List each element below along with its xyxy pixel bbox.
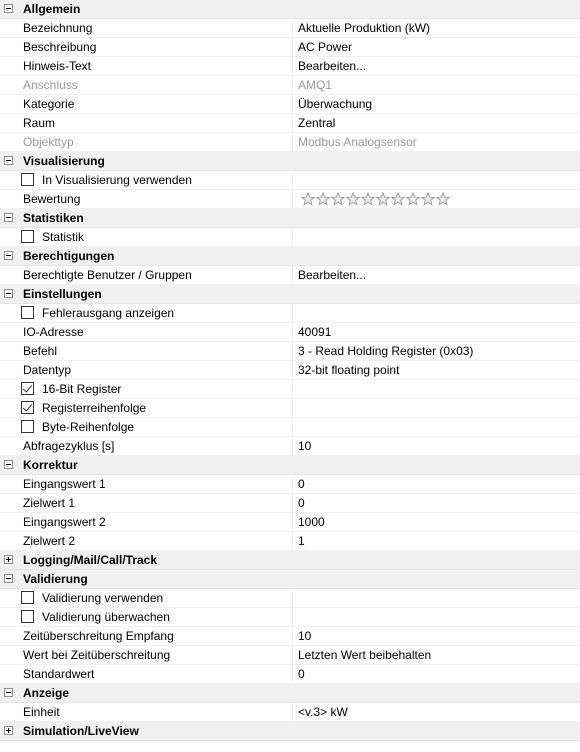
fehlerausgang-anzeigen-checkbox[interactable] <box>21 306 34 319</box>
property-value-cell[interactable] <box>293 627 580 645</box>
property-value-cell[interactable] <box>293 608 580 626</box>
category-logging-mail-call-track[interactable] <box>0 551 580 570</box>
collapse-einstellungen-icon[interactable] <box>4 289 13 298</box>
property-name-cell <box>17 494 293 512</box>
collapse-visualisierung-icon[interactable] <box>4 156 13 165</box>
property-value-cell[interactable] <box>293 494 580 512</box>
property-value-cell[interactable] <box>293 418 580 436</box>
expand-logging-mail-call-track-icon[interactable] <box>4 555 13 564</box>
property-value-cell[interactable] <box>293 342 580 360</box>
property-name-cell <box>17 342 293 360</box>
property-name: Beschreibung <box>23 40 97 54</box>
property-name-cell <box>17 190 293 208</box>
property-value-cell[interactable] <box>293 513 580 531</box>
collapse-validierung-icon[interactable] <box>4 574 13 583</box>
property-value-cell <box>293 76 580 94</box>
property-row-datentyp[interactable] <box>0 361 580 380</box>
property-row-berechtigte-benutzer-gruppen[interactable] <box>0 266 580 285</box>
property-value-cell[interactable] <box>293 38 580 56</box>
property-value-cell[interactable] <box>293 437 580 455</box>
property-value-cell[interactable] <box>293 399 580 417</box>
property-value-cell[interactable] <box>293 190 580 208</box>
star-icon[interactable] <box>376 192 391 206</box>
property-name-cell <box>17 608 293 626</box>
property-row-statistik[interactable] <box>0 228 580 247</box>
statistik-checkbox[interactable] <box>21 230 34 243</box>
property-value: 32-bit floating point <box>298 363 400 377</box>
property-row-in-visualisierung-verwenden[interactable] <box>0 171 580 190</box>
property-value-cell[interactable] <box>293 589 580 607</box>
category-anzeige[interactable] <box>0 684 580 703</box>
property-row-abfragezyklus-s[interactable] <box>0 437 580 456</box>
property-name: Berechtigte Benutzer / Gruppen <box>23 268 192 282</box>
property-name: Bewertung <box>23 192 81 206</box>
property-value-cell[interactable] <box>293 475 580 493</box>
property-name-cell <box>17 513 293 531</box>
category-label: Berechtigungen <box>23 249 115 263</box>
property-value: AMQ1 <box>298 78 333 92</box>
property-value: Überwachung <box>298 97 373 111</box>
property-name: Validierung überwachen <box>42 610 170 624</box>
property-name-cell <box>17 475 293 493</box>
property-row-eingangswert-1[interactable] <box>0 475 580 494</box>
category-label: Anzeige <box>23 686 70 700</box>
property-value: Zentral <box>298 116 336 130</box>
property-name-cell <box>17 627 293 645</box>
property-name: 16-Bit Register <box>42 382 122 396</box>
property-row-validierung-ueberwachen[interactable] <box>0 608 580 627</box>
category-label: Statistiken <box>23 211 84 225</box>
property-value-cell[interactable] <box>293 95 580 113</box>
16-bit-register-checkbox-checked[interactable] <box>21 382 34 395</box>
in-visualisierung-verwenden-checkbox[interactable] <box>21 173 34 186</box>
property-value: AC Power <box>298 40 353 54</box>
property-row-zielwert-1[interactable] <box>0 494 580 513</box>
property-name-cell <box>17 171 293 189</box>
property-value-cell[interactable] <box>293 380 580 398</box>
property-name-cell <box>17 380 293 398</box>
property-name: Raum <box>23 116 56 130</box>
property-row-standardwert[interactable] <box>0 665 580 684</box>
property-name: Validierung verwenden <box>42 591 164 605</box>
property-row-bewertung[interactable] <box>0 190 580 209</box>
property-value-cell[interactable] <box>293 171 580 189</box>
collapse-korrektur-icon[interactable] <box>4 460 13 469</box>
property-value-cell[interactable] <box>293 19 580 37</box>
category-allgemein[interactable] <box>0 0 580 19</box>
property-row-fehlerausgang-anzeigen[interactable] <box>0 304 580 323</box>
category-visualisierung[interactable] <box>0 152 580 171</box>
property-name-cell <box>17 361 293 379</box>
checkmark-icon <box>23 382 33 392</box>
star-icon[interactable] <box>421 192 436 206</box>
star-icon[interactable] <box>346 192 361 206</box>
property-name-cell <box>17 57 293 75</box>
property-name-cell <box>17 114 293 132</box>
property-name-cell <box>17 703 293 721</box>
property-value: Aktuelle Produktion (kW) <box>298 21 431 35</box>
property-value-cell[interactable] <box>293 703 580 721</box>
property-value: 3 - Read Holding Register (0x03) <box>298 344 474 358</box>
category-label: Logging/Mail/Call/Track <box>23 553 158 567</box>
property-row-bezeichnung[interactable] <box>0 19 580 38</box>
property-name-cell <box>17 418 293 436</box>
property-row-raum[interactable] <box>0 114 580 133</box>
property-name: Zeitüberschreitung Empfang <box>23 629 174 643</box>
property-value-cell[interactable] <box>293 228 580 246</box>
property-name-cell <box>17 437 293 455</box>
property-value-cell[interactable] <box>293 323 580 341</box>
category-statistiken[interactable] <box>0 209 580 228</box>
property-value-cell[interactable] <box>293 532 580 550</box>
property-value-cell[interactable] <box>293 266 580 284</box>
category-korrektur[interactable] <box>0 456 580 475</box>
property-value-cell[interactable] <box>293 114 580 132</box>
property-value-cell[interactable] <box>293 304 580 322</box>
star-icon[interactable] <box>436 192 451 206</box>
property-value: 0 <box>298 496 305 510</box>
category-label: Visualisierung <box>23 154 105 168</box>
category-label: Einstellungen <box>23 287 102 301</box>
property-name: Statistik <box>42 230 85 244</box>
property-name: In Visualisierung verwenden <box>42 173 192 187</box>
property-value-cell[interactable] <box>293 665 580 683</box>
property-name-cell <box>17 304 293 322</box>
property-name: Registerreihenfolge <box>42 401 147 415</box>
property-row-io-adresse[interactable] <box>0 323 580 342</box>
collapse-statistiken-icon[interactable] <box>4 213 13 222</box>
property-name: Bezeichnung <box>23 21 93 35</box>
property-name: Datentyp <box>23 363 72 377</box>
property-name: Zielwert 1 <box>23 496 76 510</box>
property-name: Zielwert 2 <box>23 534 76 548</box>
property-name-cell <box>17 228 293 246</box>
category-validierung[interactable] <box>0 570 580 589</box>
property-value: 1 <box>298 534 305 548</box>
star-icon[interactable] <box>316 192 331 206</box>
property-value: Letzten Wert beibehalten <box>298 648 432 662</box>
property-value-cell[interactable] <box>293 361 580 379</box>
property-row-beschreibung[interactable] <box>0 38 580 57</box>
property-name-cell <box>17 589 293 607</box>
property-name: Anschluss <box>23 78 78 92</box>
property-row-zeitueberschreitung-empfang[interactable] <box>0 627 580 646</box>
property-name-cell <box>17 38 293 56</box>
property-row-anschluss[interactable] <box>0 76 580 95</box>
property-name-cell <box>17 76 293 94</box>
property-name: IO-Adresse <box>23 325 84 339</box>
property-name: Wert bei Zeitüberschreitung <box>23 648 171 662</box>
property-name-cell <box>17 266 293 284</box>
property-row-einheit[interactable] <box>0 703 580 722</box>
category-berechtigungen[interactable] <box>0 247 580 266</box>
property-value: 0 <box>298 667 305 681</box>
star-icon[interactable] <box>391 192 406 206</box>
property-name-cell <box>17 323 293 341</box>
property-row-wert-bei-zeitueberschreitung[interactable] <box>0 646 580 665</box>
registerreihenfolge-checkbox-checked[interactable] <box>21 401 34 414</box>
byte-reihenfolge-checkbox[interactable] <box>21 420 34 433</box>
collapse-allgemein-icon[interactable] <box>4 4 13 13</box>
property-value: 10 <box>298 439 312 453</box>
property-name: Standardwert <box>23 667 95 681</box>
property-name: Kategorie <box>23 97 75 111</box>
property-row-eingangswert-2[interactable] <box>0 513 580 532</box>
property-value: 1000 <box>298 515 325 529</box>
star-icon[interactable] <box>406 192 421 206</box>
rating-stars[interactable] <box>301 192 451 206</box>
property-row-objekttyp[interactable] <box>0 133 580 152</box>
category-einstellungen[interactable] <box>0 285 580 304</box>
category-label: Allgemein <box>23 2 81 16</box>
property-value: <v.3> kW <box>298 705 348 719</box>
property-value-cell[interactable] <box>293 57 580 75</box>
property-value-cell <box>293 133 580 151</box>
star-icon[interactable] <box>361 192 376 206</box>
category-simulation-liveview[interactable] <box>0 722 580 741</box>
property-row-hinweis-text[interactable] <box>0 57 580 76</box>
property-value: Bearbeiten... <box>298 59 367 73</box>
star-icon[interactable] <box>331 192 346 206</box>
property-value: Bearbeiten... <box>298 268 367 282</box>
property-row-zielwert-2[interactable] <box>0 532 580 551</box>
property-name-cell <box>17 532 293 550</box>
collapse-anzeige-icon[interactable] <box>4 688 13 697</box>
property-value: Modbus Analogsensor <box>298 135 417 149</box>
checkmark-icon <box>23 401 33 411</box>
property-value-cell[interactable] <box>293 646 580 664</box>
property-name-cell <box>17 95 293 113</box>
expand-simulation-liveview-icon[interactable] <box>4 726 13 735</box>
property-row-befehl[interactable] <box>0 342 580 361</box>
property-name: Befehl <box>23 344 58 358</box>
category-label: Korrektur <box>23 458 78 472</box>
property-name: Objekttyp <box>23 135 74 149</box>
category-label: Simulation/LiveView <box>23 724 139 738</box>
property-row-byte-reihenfolge[interactable] <box>0 418 580 437</box>
property-row-16-bit-register[interactable] <box>0 380 580 399</box>
validierung-verwenden-checkbox[interactable] <box>21 591 34 604</box>
property-name-cell <box>17 665 293 683</box>
collapse-berechtigungen-icon[interactable] <box>4 251 13 260</box>
property-row-registerreihenfolge[interactable] <box>0 399 580 418</box>
validierung-ueberwachen-checkbox[interactable] <box>21 610 34 623</box>
property-name-cell <box>17 646 293 664</box>
property-name-cell <box>17 19 293 37</box>
property-value: 10 <box>298 629 312 643</box>
property-name: Hinweis-Text <box>23 59 92 73</box>
property-name: Einheit <box>23 705 60 719</box>
property-name-cell <box>17 133 293 151</box>
property-name: Byte-Reihenfolge <box>42 420 135 434</box>
property-name: Abfragezyklus [s] <box>23 439 115 453</box>
property-row-validierung-verwenden[interactable] <box>0 589 580 608</box>
category-label: Validierung <box>23 572 88 586</box>
property-name: Fehlerausgang anzeigen <box>42 306 175 320</box>
property-value: 0 <box>298 477 305 491</box>
property-name-cell <box>17 399 293 417</box>
star-icon[interactable] <box>301 192 316 206</box>
property-name: Eingangswert 2 <box>23 515 106 529</box>
property-name: Eingangswert 1 <box>23 477 106 491</box>
property-value: 40091 <box>298 325 332 339</box>
property-row-kategorie[interactable] <box>0 95 580 114</box>
